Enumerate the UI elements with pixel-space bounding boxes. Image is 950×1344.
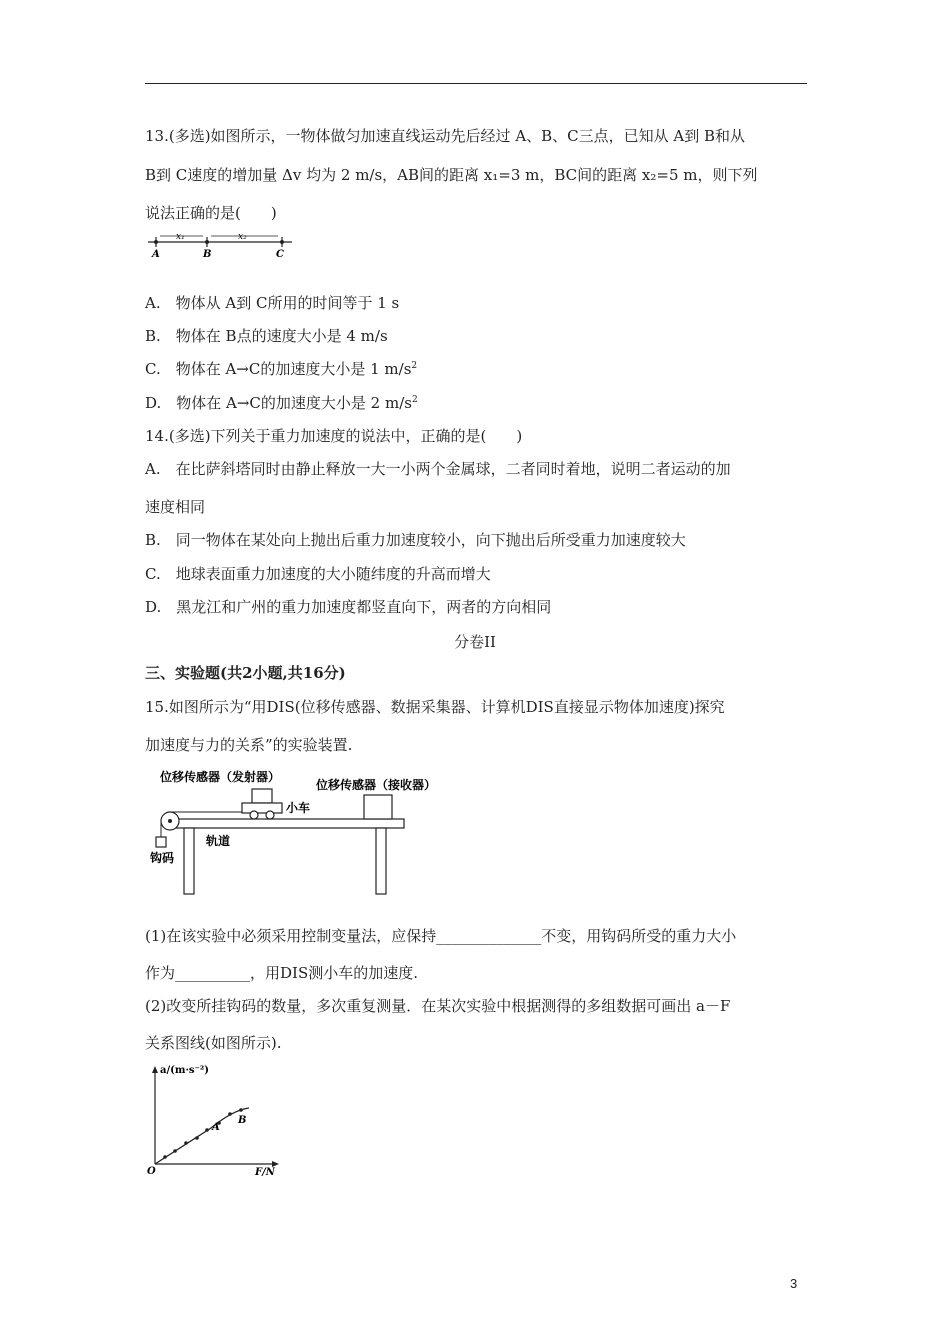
q15-stem-line2: 加速度与力的关系”的实验装置.: [145, 736, 353, 754]
fig-receiver-label: 位移传感器（接收器）: [316, 778, 437, 792]
q15-part2-line1: (2)改变所挂钩码的数量，多次重复测量．在某次实验中根据测得的多组数据可画出 a－F: [145, 997, 731, 1015]
q14-stem: 14.(多选)下列关于重力加速度的说法中，正确的是( ): [145, 427, 523, 445]
q15-part1-line1: (1)在该实验中必须采用控制变量法，应保持______________不变，用钩码所受的重力大小: [145, 927, 737, 945]
q13-line-figure: [146, 228, 296, 260]
graph-origin-label: O: [147, 1166, 156, 1177]
graph-y-label: a/(m·s⁻²): [160, 1065, 209, 1076]
graph-point-b-label: B: [238, 1115, 247, 1126]
page-number: 3: [790, 1276, 798, 1291]
q13-stem-line3: 说法正确的是( ): [145, 204, 277, 222]
q14-option-d: D. 黑龙江和广州的重力加速度都竖直向下，两者的方向相同: [145, 598, 552, 616]
q15-apparatus-figure: [148, 765, 437, 897]
header-rule: [145, 83, 807, 84]
q13-option-a: A. 物体从 A到 C所用的时间等于 1 s: [145, 294, 400, 312]
fig-emitter-label: 位移传感器（发射器）: [160, 770, 281, 784]
q14-option-b: B. 同一物体在某处向上抛出后重力加速度较小，向下抛出后所受重力加速度较大: [145, 531, 686, 549]
fig-weight-label: 钩码: [150, 851, 175, 865]
q13-fig-label-c: C: [276, 249, 284, 260]
fig-cart-label: 小车: [286, 801, 311, 815]
q14-option-a-line1: A. 在比萨斜塔同时由静止释放一大一小两个金属球，二者同时着地，说明二者运动的加: [145, 460, 731, 478]
fig-track-label: 轨道: [206, 834, 231, 848]
q13-option-c-sup: 2: [411, 361, 418, 371]
q13-fig-label-b: B: [203, 249, 212, 260]
section-title: 分卷II: [454, 633, 496, 651]
q13-option-b: B. 物体在 B点的速度大小是 4 m/s: [145, 327, 388, 345]
q15-part1-line2: 作为__________，用DIS测小车的加速度.: [145, 964, 418, 982]
q13-option-c: C. 物体在 A→C的加速度大小是 1 $m/s^2$: [145, 360, 418, 378]
q13-fig-x2: x₂: [238, 232, 247, 242]
q13-fig-label-a: A: [152, 249, 160, 260]
q15-part2-line2: 关系图线(如图所示).: [145, 1034, 282, 1052]
q13-stem-line1: 13.(多选)如图所示，一物体做匀加速直线运动先后经过 A、B、C三点，已知从 A到 B和从: [145, 127, 746, 145]
graph-x-label: F/N: [255, 1167, 275, 1178]
q14-option-c: C. 地球表面重力加速度的大小随纬度的升高而增大: [145, 565, 491, 583]
section-three-heading: 三、实验题(共2小题,共16分): [145, 664, 346, 682]
q13-stem-line2: B到 C速度的增加量 Δv 均为 2 m/s，AB间的距离 x₁=3 m，BC间的距离 x₂=5 m，则下列: [145, 166, 758, 184]
q13-fig-x1: x₁: [176, 232, 185, 242]
q15-af-graph: [145, 1062, 285, 1182]
q13-option-d: D. 物体在 A→C的加速度大小是 2 $m/s^2$: [145, 394, 418, 412]
q14-option-a-line2: 速度相同: [145, 498, 206, 516]
graph-point-a-label: A: [212, 1122, 220, 1133]
q15-stem-line1: 15.如图所示为“用DIS(位移传感器、数据采集器、计算机DIS直接显示物体加速度)探究: [145, 698, 725, 716]
q13-option-d-sup: 2: [411, 395, 418, 405]
